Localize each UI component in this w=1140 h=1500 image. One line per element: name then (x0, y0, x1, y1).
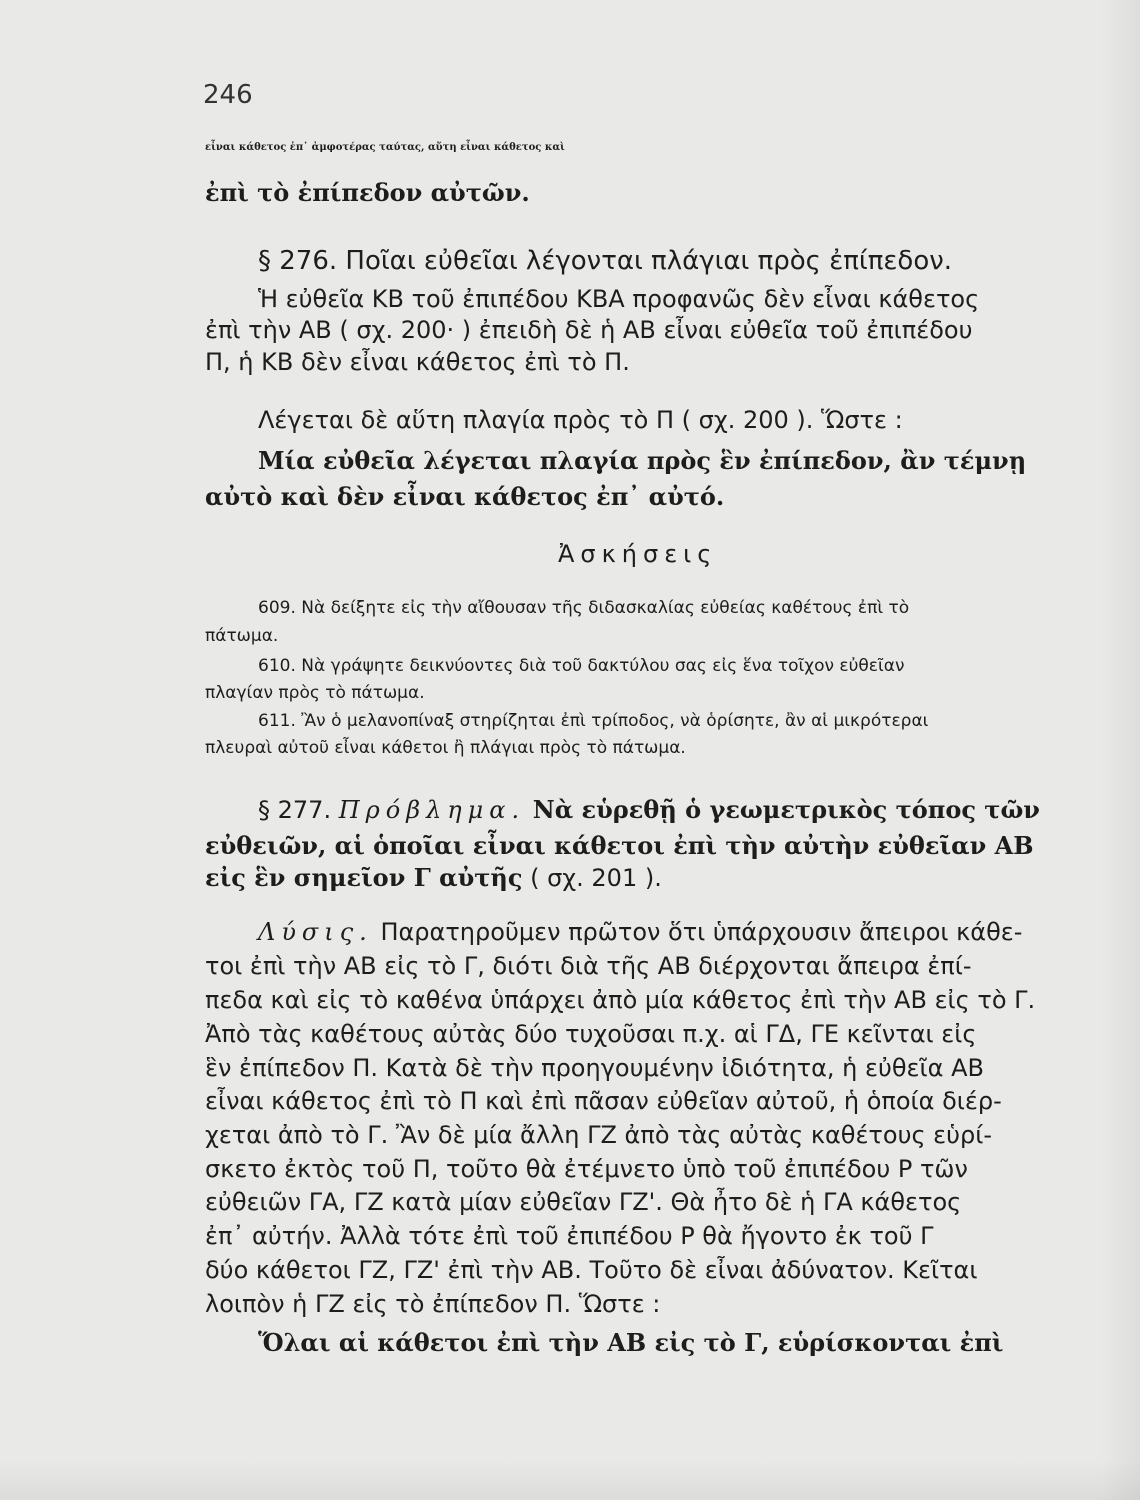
text-line: Λέγεται δὲ αὕτη πλαγία πρὸς τὸ Π ( σχ. 200 ). Ὥστε : (258, 406, 903, 434)
text-line: Ἀπὸ τὰς καθέτους αὐτὰς δύο τυχοῦσαι π.χ. αἱ ΓΔ, ΓΕ κεῖνται εἰς (205, 1020, 977, 1048)
text-segment: εἰς ἓν σημεῖον Γ αὐτῆς (205, 863, 523, 892)
section-277-number: § 277. (258, 796, 332, 824)
text-line: Ἡ εὐθεῖα ΚΒ τοῦ ἐπιπέδου ΚΒΑ προφανῶς δὲν εἶναι κάθετος (258, 285, 980, 313)
exercise-610: 610. Νὰ γράψητε δεικνύοντες διὰ τοῦ δακτύλου σας εἰς ἕνα τοῖχον εὐθεῖαν (258, 656, 905, 676)
solution-label: Λύσις. (258, 918, 373, 946)
text-line: τοι ἐπὶ τὴν ΑΒ εἰς τὸ Γ, διότι διὰ τῆς ΑΒ διέρχονται ἄπειρα ἐπί- (205, 952, 972, 980)
text-line: ἐπὶ τὴν ΑΒ ( σχ. 200· ) ἐπειδὴ δὲ ἡ ΑΒ εἶναι εὐθεῖα τοῦ ἐπιπέδου (205, 316, 973, 344)
text-line: πλαγίαν πρὸς τὸ πάτωμα. (205, 683, 425, 703)
text-line: πλευραὶ αὐτοῦ εἶναι κάθετοι ἢ πλάγιαι πρὸς τὸ πάτωμα. (205, 738, 686, 758)
text-line: εἶναι κάθετος ἐπὶ τὸ Π καὶ ἐπὶ πᾶσαν εὐθεῖαν αὐτοῦ, ἡ ὁποία διέρ- (205, 1087, 1002, 1115)
exercise-611: 611. Ἂν ὁ μελανοπίναξ στηρίζηται ἐπὶ τρίποδος, νὰ ὁρίσητε, ἂν αἱ μικρότεραι (258, 711, 929, 731)
text-line: Π, ἡ ΚΒ δὲν εἶναι κάθετος ἐπὶ τὸ Π. (205, 348, 630, 376)
text-line: ἐπ᾽ αὐτήν. Ἀλλὰ τότε ἐπὶ τοῦ ἐπιπέδου Ρ θὰ ἤγοντο ἐκ τοῦ Γ (205, 1222, 934, 1250)
page-bottom-shadow (0, 1460, 1140, 1500)
conclusion-line: Ὅλαι αἱ κάθετοι ἐπὶ τὴν ΑΒ εἰς τὸ Γ, εὑρίσκονται ἐπὶ (258, 1328, 1004, 1357)
figure-reference: ( σχ. 201 ). (530, 864, 662, 892)
text-line: εἶναι κάθετος ἐπ᾽ ἀμφοτέρας ταύτας, αὕτη εἶναι κάθετος καὶ (205, 142, 565, 153)
definition-line: αὐτὸ καὶ δὲν εἶναι κάθετος ἐπ᾽ αὐτό. (205, 482, 725, 511)
text-line: ἐπὶ τὸ ἐπίπεδον αὐτῶν. (205, 178, 530, 207)
section-276-heading: § 276. Ποῖαι εὐθεῖαι λέγονται πλάγιαι πρὸς ἐπίπεδον. (258, 246, 953, 276)
text-line: εὐθειῶν ΓΑ, ΓΖ κατὰ μίαν εὐθεῖαν ΓΖ'. Θὰ ἦτο δὲ ἡ ΓΑ κάθετος (205, 1188, 962, 1216)
section-277-line (258, 795, 1040, 824)
solution-line (258, 918, 1022, 946)
text-line: εὐθειῶν, αἱ ὁποῖαι εἶναι κάθετοι ἐπὶ τὴν αὐτὴν εὐθεῖαν ΑΒ (205, 831, 1034, 860)
text-segment: Παρατηροῦμεν πρῶτον ὅτι ὑπάρχουσιν ἄπειροι κάθε- (380, 918, 1023, 946)
text-line: πάτωμα. (205, 626, 279, 646)
text-line: δύο κάθετοι ΓΖ, ΓΖ' ἐπὶ τὴν ΑΒ. Τοῦτο δὲ εἶναι ἀδύνατον. Κεῖται (205, 1256, 978, 1284)
page-number: 246 (203, 80, 253, 110)
text-line: χεται ἀπὸ τὸ Γ. Ἂν δὲ μία ἄλλη ΓΖ ἀπὸ τὰς αὐτὰς καθέτους εὑρί- (205, 1121, 993, 1149)
text-line: λοιπὸν ἡ ΓΖ εἰς τὸ ἐπίπεδον Π. Ὥστε : (205, 1290, 661, 1318)
definition-line: Μία εὐθεῖα λέγεται πλαγία πρὸς ἓν ἐπίπεδον, ἂν τέμνῃ (258, 446, 1027, 475)
text-line: πεδα καὶ εἰς τὸ καθένα ὑπάρχει ἀπὸ μία κάθετος ἐπὶ τὴν ΑΒ εἰς τὸ Γ. (205, 986, 1036, 1014)
text-line (205, 863, 662, 892)
text-line: σκετο ἐκτὸς τοῦ Π, τοῦτο θὰ ἐτέμνετο ὑπὸ τοῦ ἐπιπέδου Ρ τῶν (205, 1155, 968, 1183)
page-edge-shadow (1100, 0, 1140, 1500)
problem-label: Πρόβλημα. (338, 796, 526, 824)
problem-statement: Νὰ εὑρεθῇ ὁ γεωμετρικὸς τόπος τῶν (532, 795, 1040, 824)
exercises-heading: Ἀσκήσεις (558, 540, 718, 568)
exercise-609: 609. Νὰ δείξητε εἰς τὴν αἴθουσαν τῆς διδασκαλίας εὐθείας καθέτους ἐπὶ τὸ (258, 598, 910, 618)
text-line: ἓν ἐπίπεδον Π. Κατὰ δὲ τὴν προηγουμένην ἰδιότητα, ἡ εὐθεῖα ΑΒ (205, 1054, 984, 1082)
